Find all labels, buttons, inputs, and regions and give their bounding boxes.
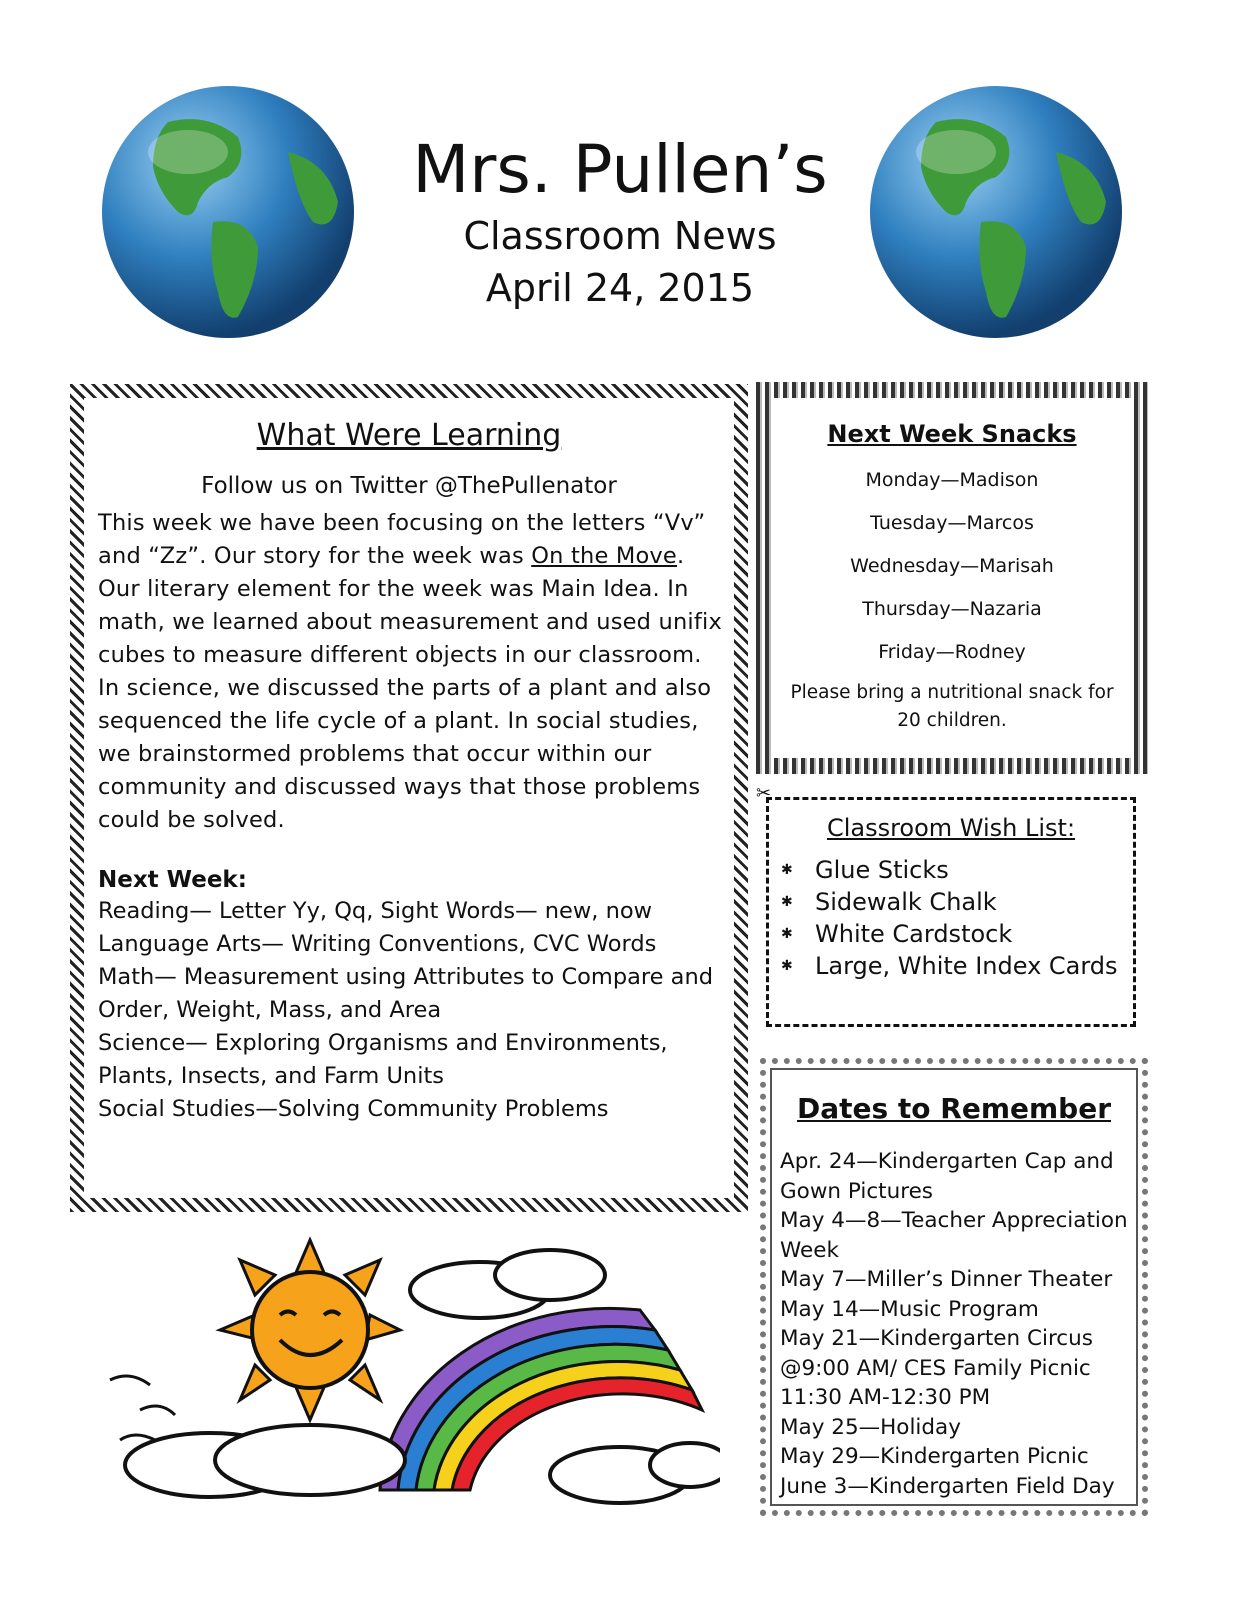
date-item: May 25—Holiday <box>780 1414 961 1440</box>
dates-frame <box>770 1068 1138 1506</box>
learning-heading: What Were Learning <box>256 418 562 453</box>
date-item: May 7—Miller’s Dinner Theater <box>780 1267 1113 1292</box>
list-item <box>781 886 1133 918</box>
next-week-item: Math— Measurement using Attributes to Compare and Order, Weight, Mass, and Area <box>98 964 713 1023</box>
wish-item: Large, White Index Cards <box>815 952 1118 980</box>
snacks-heading: Next Week Snacks <box>827 420 1077 448</box>
wish-list-heading: Classroom Wish List: <box>826 814 1076 842</box>
learning-text-part-1: This week we have been focusing on the letters “Vv” and “Zz”. Our story for the week was <box>98 510 706 569</box>
dates-heading: Dates to Remember <box>796 1092 1112 1125</box>
next-week-item: Social Studies—Solving Community Problems <box>98 1096 609 1122</box>
snack-item: Tuesday—Marcos <box>870 512 1034 534</box>
snack-item: Wednesday—Marisah <box>850 555 1054 577</box>
dates-section <box>760 1058 1148 1516</box>
twitter-handle: Follow us on Twitter @ThePullenator <box>201 473 617 499</box>
wish-list-section <box>766 797 1136 1027</box>
wish-item: White Cardstock <box>815 920 1013 948</box>
learning-section <box>70 384 748 1212</box>
dates-list <box>780 1147 1128 1501</box>
next-week-item: Language Arts— Writing Conventions, CVC Words <box>98 931 657 957</box>
list-item <box>781 918 1133 950</box>
date-item: June 3—Kindergarten Field Day <box>780 1473 1115 1499</box>
snack-item: Friday—Rodney <box>878 641 1026 663</box>
snacks-section <box>756 382 1148 774</box>
date-item: May 4—8—Teacher Appreciation Week <box>780 1208 1128 1263</box>
sun-icon <box>220 1240 400 1420</box>
list-item <box>781 854 1133 886</box>
page-subtitle: Classroom News <box>463 214 777 258</box>
date-item: May 14—Music Program <box>780 1296 1039 1322</box>
bullet-icon: ✱ <box>781 894 793 910</box>
bullet-icon: ✱ <box>781 862 793 878</box>
snack-note: Please bring a nutritional snack for 20 children. <box>790 682 1114 731</box>
bullet-icon: ✱ <box>781 958 793 974</box>
issue-date: April 24, 2015 <box>485 266 755 310</box>
story-title: On the Move <box>531 543 677 569</box>
wind-lines-icon <box>110 1376 175 1440</box>
learning-text-part-2: . Our literary element for the week was Main Idea. In math, we learned about measurement and used unifix cubes to measure different objects in our classroom. In science, we discussed the parts of a plant and also sequenced the life cycle of a plant. In social studies, we brainstormed problems that occur within our community and discussed ways that those problems could be solved. <box>98 543 722 833</box>
globe-left-icon <box>98 82 358 342</box>
snack-item: Monday—Madison <box>865 469 1039 491</box>
next-week-item: Reading— Letter Yy, Qq, Sight Words— new, now <box>98 898 653 924</box>
scissors-icon: ✂ <box>756 783 772 804</box>
list-item <box>781 950 1133 982</box>
date-item: May 29—Kindergarten Picnic <box>780 1444 1089 1469</box>
snack-item: Thursday—Nazaria <box>862 598 1042 620</box>
date-item: May 21—Kindergarten Circus @9:00 AM/ CES Family Picnic 11:30 AM-12:30 PM <box>780 1326 1093 1410</box>
bullet-icon: ✱ <box>781 926 793 942</box>
masthead <box>380 130 860 314</box>
wish-item: Glue Sticks <box>815 856 949 884</box>
sun-rainbow-illustration <box>80 1220 720 1520</box>
learning-paragraph <box>98 507 724 837</box>
wish-list <box>781 854 1133 982</box>
page-title: Mrs. Pullen’s <box>412 131 828 208</box>
globe-right-icon <box>866 82 1126 342</box>
date-item: Apr. 24—Kindergarten Cap and Gown Pictures <box>780 1149 1114 1204</box>
next-week-item: Science— Exploring Organisms and Environments, Plants, Insects, and Farm Units <box>98 1030 668 1089</box>
wish-item: Sidewalk Chalk <box>815 888 997 916</box>
next-week-heading: Next Week: <box>98 867 247 893</box>
